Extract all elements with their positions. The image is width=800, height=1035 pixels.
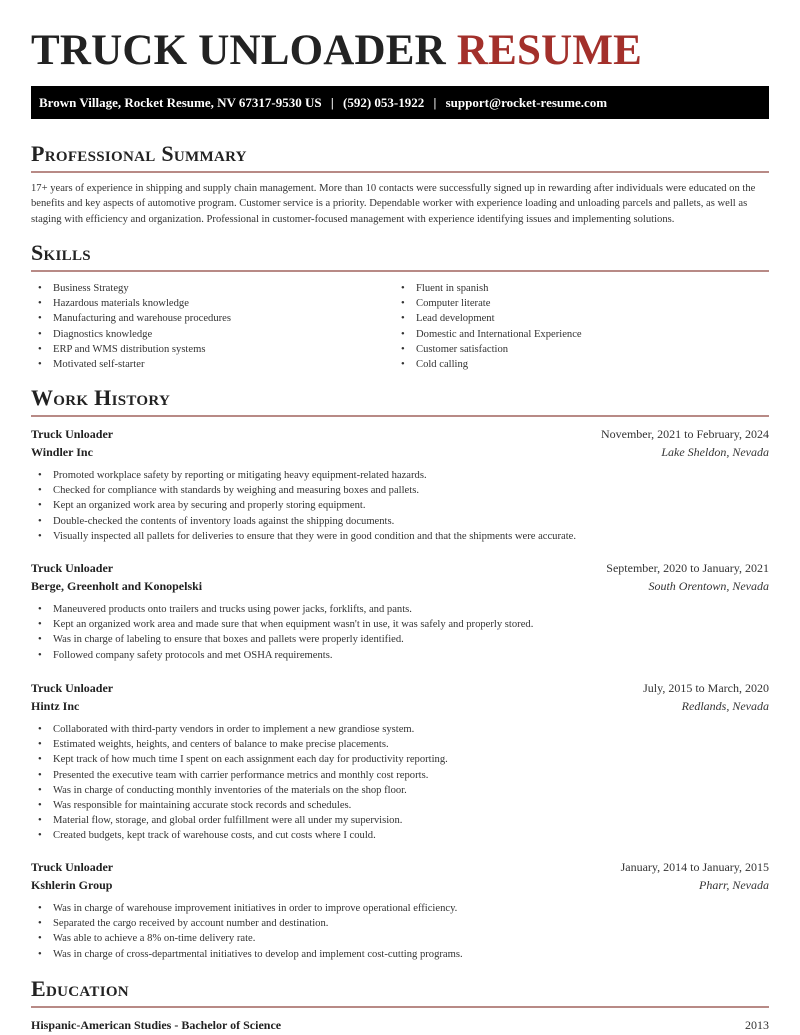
skill-item: • Business Strategy: [31, 281, 391, 296]
job-bullet: • Collaborated with third-party vendors in order to implement a new grandiose system.: [31, 722, 769, 737]
job-bullet: • Was in charge of cross-departmental initiatives to develop and implement cost-cutting programs.: [31, 947, 769, 962]
job-title: Truck Unloader: [31, 860, 114, 874]
section-divider: [31, 270, 769, 272]
job-bullet: • Kept an organized work area and made sure that when equipment wasn't in use, it was safely and properly stored.: [31, 617, 769, 632]
job-company: Hintz Inc: [31, 699, 80, 713]
contact-separator: |: [330, 95, 334, 110]
job-location: Lake Sheldon, Nevada: [661, 445, 769, 459]
job-bullet: • Was in charge of warehouse improvement initiatives in order to improve operational efficiency.: [31, 901, 769, 916]
skill-item: • Fluent in spanish: [394, 281, 764, 296]
education-degree: Hispanic-American Studies - Bachelor of Science: [31, 1018, 282, 1032]
skill-item: • Lead development: [394, 311, 764, 326]
skill-item: • Domestic and International Experience: [394, 327, 764, 342]
job-bullet: • Material flow, storage, and global order fulfillment were all under my supervision.: [31, 813, 769, 828]
job-dates: November, 2021 to February, 2024: [600, 427, 769, 441]
job-location: South Orentown, Nevada: [648, 579, 769, 593]
job-entry: [31, 858, 769, 962]
job-title: Truck Unloader: [31, 681, 114, 695]
job-title: Truck Unloader: [31, 427, 114, 441]
job-bullet: • Promoted workplace safety by reporting or mitigating heavy equipment-related hazards.: [31, 468, 769, 483]
section-heading-work-history: Work History: [31, 385, 171, 410]
education-entry: [31, 1016, 769, 1034]
contact-bar: [31, 86, 769, 119]
skills-column-right: [394, 281, 764, 372]
skill-item: • Manufacturing and warehouse procedures: [31, 311, 391, 326]
job-entry: [31, 425, 769, 544]
section-divider: [31, 1006, 769, 1008]
skill-item: • Computer literate: [394, 296, 764, 311]
job-bullet: • Was responsible for maintaining accurate stock records and schedules.: [31, 798, 769, 813]
job-bullet: • Kept track of how much time I spent on each assignment each day for productivity reporting.: [31, 752, 769, 767]
section-divider: [31, 415, 769, 417]
job-bullet: • Presented the executive team with carrier performance metrics and monthly cost reports.: [31, 768, 769, 783]
skills-column-left: [31, 281, 391, 372]
summary-text: 17+ years of experience in shipping and supply chain management. More than 10 contacts were successfully signed up in rewarding after individuals were educated on the benefits and key aspects of automotive program. Customer service is a priority. Dependable worker with experience loading and unloading parcels and pallets, as well as staging with efficiency and organization. Professional in customer-focused management with experience identifying issues and implementing solutions.: [31, 183, 756, 225]
job-bullet: • Followed company safety protocols and met OSHA requirements.: [31, 648, 769, 663]
job-company: Windler Inc: [31, 445, 93, 459]
job-bullet: • Was able to achieve a 8% on-time delivery rate.: [31, 931, 769, 946]
skill-item: • ERP and WMS distribution systems: [31, 342, 391, 357]
job-entry: [31, 679, 769, 844]
job-bullet: • Was in charge of conducting monthly inventories of the materials on the shop floor.: [31, 783, 769, 798]
education-year: 2013: [745, 1018, 769, 1032]
job-company: Kshlerin Group: [31, 878, 113, 892]
job-entry: [31, 559, 769, 663]
skill-item: • Customer satisfaction: [394, 342, 764, 357]
job-bullet: • Double-checked the contents of inventory loads against the shipping documents.: [31, 514, 769, 529]
title-main: TRUCK UNLOADER: [31, 27, 446, 74]
section-heading-education: Education: [31, 976, 129, 1001]
job-dates: July, 2015 to March, 2020: [643, 681, 769, 695]
skill-item: • Cold calling: [394, 357, 764, 372]
job-title: Truck Unloader: [31, 561, 114, 575]
contact-phone[interactable]: (592) 053-1922: [343, 95, 425, 110]
job-location: Redlands, Nevada: [681, 699, 769, 713]
job-bullet: • Kept an organized work area by securing and properly storing equipment.: [31, 498, 769, 513]
title-accent: RESUME: [456, 27, 643, 74]
job-bullet: • Created budgets, kept track of warehouse costs, and cut costs where I could.: [31, 828, 769, 843]
section-divider: [31, 171, 769, 173]
contact-separator: |: [433, 95, 437, 110]
job-dates: January, 2014 to January, 2015: [620, 860, 769, 874]
job-bullet: • Checked for compliance with standards by weighing and measuring boxes and pallets.: [31, 483, 769, 498]
contact-email[interactable]: support@rocket-resume.com: [445, 95, 608, 110]
contact-address: Brown Village, Rocket Resume, NV 67317-9530 US: [39, 95, 322, 110]
resume-title: [31, 26, 642, 76]
job-bullet: • Separated the cargo received by account number and destination.: [31, 916, 769, 931]
job-bullet: • Visually inspected all pallets for deliveries to ensure that they were in good condition and that the shipments were accurate.: [31, 529, 769, 544]
job-location: Pharr, Nevada: [699, 878, 769, 892]
skill-item: • Diagnostics knowledge: [31, 327, 391, 342]
job-company: Berge, Greenholt and Konopelski: [31, 579, 203, 593]
skill-item: • Motivated self-starter: [31, 357, 391, 372]
job-bullet: • Estimated weights, heights, and centers of balance to make precise placements.: [31, 737, 769, 752]
section-heading-summary: Professional Summary: [31, 141, 247, 166]
job-bullet: • Maneuvered products onto trailers and trucks using power jacks, forklifts, and pants.: [31, 602, 769, 617]
job-dates: September, 2020 to January, 2021: [606, 561, 769, 575]
section-heading-skills: Skills: [31, 240, 91, 265]
job-bullet: • Was in charge of labeling to ensure that boxes and pallets were properly identified.: [31, 632, 769, 647]
skill-item: • Hazardous materials knowledge: [31, 296, 391, 311]
